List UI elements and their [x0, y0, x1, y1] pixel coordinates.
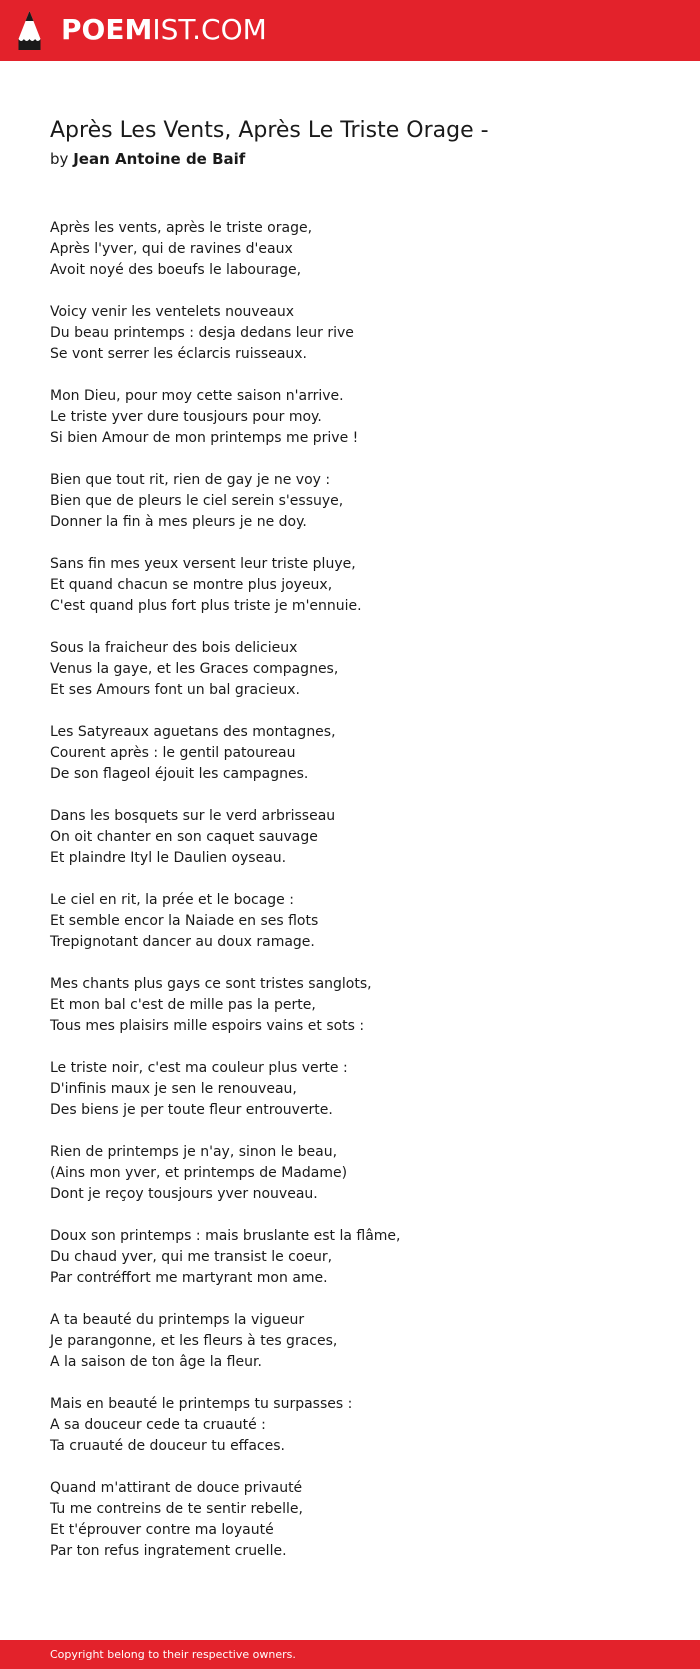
poem-stanza [50, 554, 670, 617]
poem-title: Après Les Vents, Après Le Triste Orage - [50, 118, 489, 143]
poem-stanza [50, 302, 670, 365]
poem-stanza [50, 218, 670, 281]
poem-line: Je parangonne, et les fleurs à tes graces, [50, 1333, 338, 1349]
poem-line: Voicy venir les ventelets nouveaux [50, 304, 295, 320]
poem-stanza [50, 638, 670, 701]
poem-line: Bien que de pleurs le ciel serein s'essuye, [50, 493, 344, 509]
poem-stanza [50, 974, 670, 1037]
poem-line: Mon Dieu, pour moy cette saison n'arrive. [50, 388, 344, 404]
poem-line: Par ton refus ingratement cruelle. [50, 1543, 287, 1559]
logo-bold-text: POEM [61, 13, 153, 46]
poem-line: Courent après : le gentil patoureau [50, 745, 296, 761]
poem-line: Trepignotant dancer au doux ramage. [50, 934, 315, 950]
poem-line: D'infinis maux je sen le renouveau, [50, 1081, 297, 1097]
poem-line: Dont je reçoy tousjours yver nouveau. [50, 1186, 318, 1202]
poem-line: Avoit noyé des boeufs le labourage, [50, 262, 302, 278]
site-logo[interactable] [61, 12, 267, 48]
poem-line: Bien que tout rit, rien de gay je ne voy : [50, 472, 331, 488]
poem-line: Venus la gaye, et les Graces compagnes, [50, 661, 339, 677]
poem-line: Et mon bal c'est de mille pas la perte, [50, 997, 316, 1013]
poem-line: Si bien Amour de mon printemps me prive ! [50, 430, 359, 446]
poem-author: Jean Antoine de Baif [73, 150, 246, 168]
poem-stanza [50, 1394, 670, 1457]
poem-line: Après l'yver, qui de ravines d'eaux [50, 241, 293, 257]
poem-line: Tu me contreins de te sentir rebelle, [50, 1501, 303, 1517]
poem-line: Et ses Amours font un bal gracieux. [50, 682, 300, 698]
poem-stanza [50, 806, 670, 869]
poem-stanza [50, 1058, 670, 1121]
poem-stanza [50, 470, 670, 533]
poem-line: Rien de printemps je n'ay, sinon le beau, [50, 1144, 338, 1160]
poem-stanza [50, 1226, 670, 1289]
poem-line: Donner la fin à mes pleurs je ne doy. [50, 514, 307, 530]
poem-line: Du beau printemps : desja dedans leur rive [50, 325, 354, 341]
poem-line: Le triste noir, c'est ma couleur plus verte : [50, 1060, 348, 1076]
poem-line: A sa douceur cede ta cruauté : [50, 1417, 266, 1433]
copyright-text: Copyright belong to their respective owners. [50, 1648, 296, 1661]
poem-line: Par contréffort me martyrant mon ame. [50, 1270, 328, 1286]
poem-line: Le triste yver dure tousjours pour moy. [50, 409, 322, 425]
poem-stanza [50, 386, 670, 449]
site-header [0, 0, 700, 61]
logo-light-text: IST.COM [152, 13, 267, 46]
poem-body [50, 218, 670, 1583]
site-footer [0, 1640, 700, 1669]
poem-line: C'est quand plus fort plus triste je m'ennuie. [50, 598, 362, 614]
poem-line: Et semble encor la Naiade en ses flots [50, 913, 319, 929]
poem-line: Et t'éprouver contre ma loyauté [50, 1522, 274, 1538]
poem-stanza [50, 1310, 670, 1373]
poem-line: Ta cruauté de douceur tu effaces. [50, 1438, 285, 1454]
poem-stanza [50, 1478, 670, 1562]
poem-line: Des biens je per toute fleur entrouverte. [50, 1102, 333, 1118]
poem-line: Et plaindre Ityl le Daulien oyseau. [50, 850, 287, 866]
poem-byline [50, 148, 245, 170]
poem-line: Le ciel en rit, la prée et le bocage : [50, 892, 294, 908]
poem-line: (Ains mon yver, et printemps de Madame) [50, 1165, 348, 1181]
poem-stanza [50, 722, 670, 785]
poem-line: De son flageol éjouit les campagnes. [50, 766, 309, 782]
poem-line: Sous la fraicheur des bois delicieux [50, 640, 298, 656]
poem-line: Doux son printemps : mais bruslante est la flâme, [50, 1228, 401, 1244]
poem-line: Quand m'attirant de douce privauté [50, 1480, 303, 1496]
poem-line: Après les vents, après le triste orage, [50, 220, 313, 236]
poem-stanza [50, 890, 670, 953]
poem-line: Se vont serrer les éclarcis ruisseaux. [50, 346, 308, 362]
poem-line: On oit chanter en son caquet sauvage [50, 829, 318, 845]
pencil-logo-icon[interactable] [17, 10, 42, 51]
poem-line: Dans les bosquets sur le verd arbrisseau [50, 808, 336, 824]
poem-line: Et quand chacun se montre plus joyeux, [50, 577, 333, 593]
poem-line: A la saison de ton âge la fleur. [50, 1354, 262, 1370]
poem-stanza [50, 1142, 670, 1205]
poem-line: Mais en beauté le printemps tu surpasses : [50, 1396, 353, 1412]
by-label: by [50, 150, 69, 168]
poem-line: Les Satyreaux aguetans des montagnes, [50, 724, 336, 740]
poem-line: A ta beauté du printemps la vigueur [50, 1312, 305, 1328]
poem-line: Du chaud yver, qui me transist le coeur, [50, 1249, 333, 1265]
poem-line: Mes chants plus gays ce sont tristes sanglots, [50, 976, 372, 992]
poem-line: Tous mes plaisirs mille espoirs vains et sots : [50, 1018, 365, 1034]
poem-line: Sans fin mes yeux versent leur triste pluye, [50, 556, 356, 572]
